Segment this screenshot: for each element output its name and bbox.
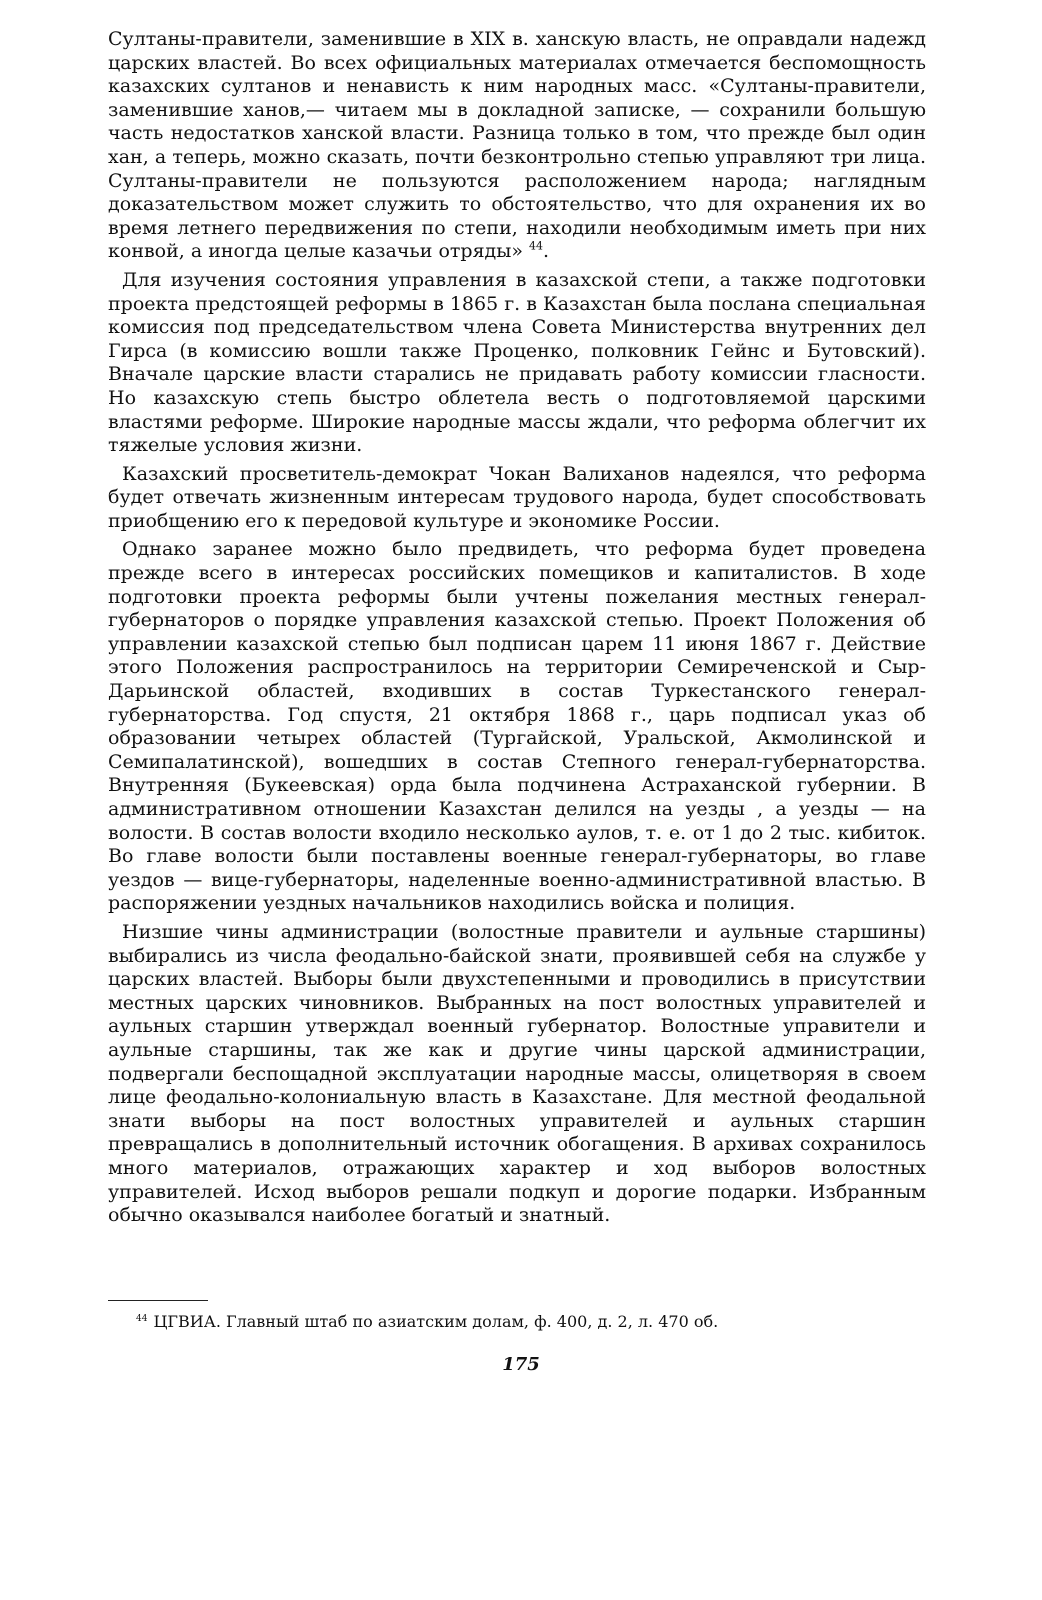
paragraph-1-tail: . <box>543 240 550 263</box>
paragraph-3: Казахский просветитель-демократ Чокан Валиханов надеялся, что реформа будет отвечать жизненным интересам трудового народа, будет способствовать приобщению его к передовой культуре и экономике России. <box>108 462 926 532</box>
paragraph-5: Низшие чины администрации (волостные правители и аульные старшины) выбирались из числа феодально-байской знати, проявившей себя на службе у царских властей. Выборы были двухстепенными и проводились в присутствии местных царских чиновников. Выбранных на пост волостных управителей и аульных старшин утверждал военный губернатор. Волостные управители и аульные старшины, так же как и другие чины царской администрации, подвергали беспощадной эксплуатации народные массы, олицетворяя в своем лице феодально-колониальную власть в Казахстане. Для местной феодальной знати выборы на пост волостных управителей и аульных старшин превращались в дополнительный источник обогащения. В архивах сохранилось много материалов, отражающих характер и ход выборов волостных управителей. Исход выборов решали подкуп и дорогие подарки. Избранным обычно оказывался наиболее богатый и знатный. <box>108 920 926 1227</box>
paragraph-1-text: Султаны-правители, заменившие в XIX в. ханскую власть, не оправдали надежд царских властей. Во всех официальных материалах отмечается беспомощность казахских султанов и ненависть к ним народных масс. «Султаны-правители, заменившие ханов,— читаем мы в докладной записке, — сохранили большую часть недостатков ханской власти. Разница только в том, что прежде был один хан, а теперь, можно сказать, почти безконтрольно степью управляют три лица. Султаны-правители не пользуются расположением народа; наглядным доказательством может служить то обстоятельство, что для охранения их во время летнего передвижения по степи, находили необходимым иметь при них конвой, а иногда целые казачьи отряды» <box>108 28 926 263</box>
paragraph-4: Однако заранее можно было предвидеть, что реформа будет проведена прежде всего в интересах российских помещиков и капиталистов. В ходе подготовки проекта реформы были учтены пожелания местных генерал-губернаторов о порядке управления казахской степью. Проект Положения об управлении казахской степью был подписан царем 11 июня 1867 г. Действие этого Положения распространилось на территории Семиреченской и Сыр-Дарьинской областей, входивших в состав Туркестанского генерал-губернаторства. Год спустя, 21 октября 1868 г., царь подписал указ об образовании четырех областей (Тургайской, Уральской, Акмолинской и Семипалатинской), вошедших в состав Степного генерал-губернаторства. Внутренняя (Букеевская) орда была подчинена Астраханской губернии. В административном отношении Казахстан делился на уезды , а уезды — на волости. В состав волости входило несколько аулов, т. е. от 1 до 2 тыс. кибиток. Во главе волости были поставлены военные генерал-губернаторы, во главе уездов — вице-губернаторы, наделенные военно-административной властью. В распоряжении уездных начальников находились войска и полиция. <box>108 538 926 915</box>
page-number: 175 <box>502 1354 540 1375</box>
footnote-divider <box>108 1300 208 1301</box>
footnote-ref[interactable]: 44 <box>529 240 544 254</box>
paragraph-1 <box>108 28 926 264</box>
footnote <box>136 1312 926 1332</box>
page-body <box>108 28 926 1233</box>
footnote-text: ЦГВИА. Главный штаб по азиатским долам, ф. 400, д. 2, л. 470 об. <box>153 1312 719 1331</box>
paragraph-2: Для изучения состояния управления в казахской степи, а также подготовки проекта предстоящей реформы в 1865 г. в Казахстан была послана специальная комиссия под председательством члена Совета Министерства внутренних дел Гирса (в комиссию вошли также Проценко, полковник Гейнс и Бутовский). Вначале царские власти старались не придавать работу комиссии гласности. Но казахскую степь быстро облетела весть о подготовляемой царскими властями реформе. Широкие народные массы ждали, что реформа облегчит их тяжелые условия жизни. <box>108 268 926 457</box>
footnote-marker: 44 <box>136 1313 148 1324</box>
